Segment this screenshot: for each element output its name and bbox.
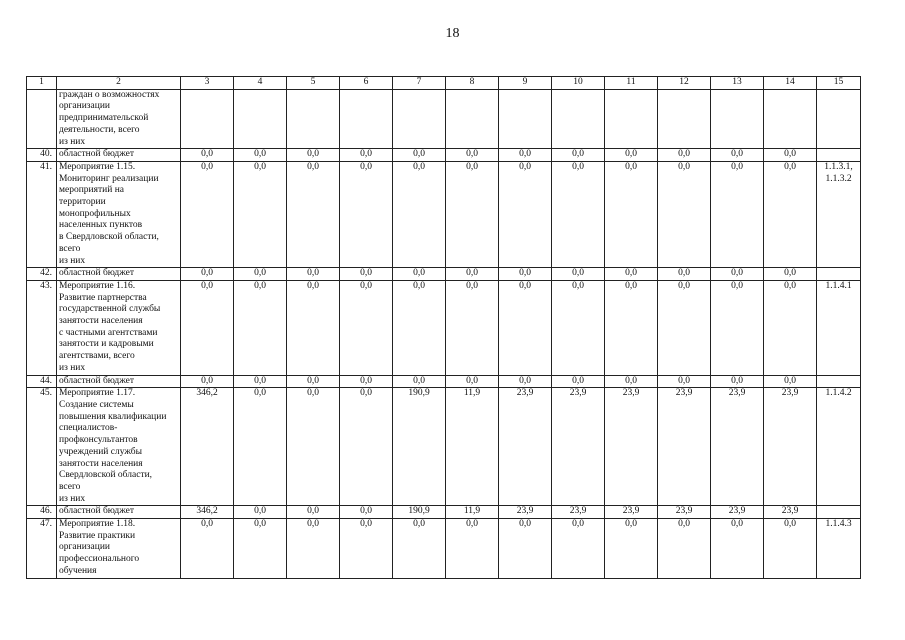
value-cell: 23,9: [499, 506, 552, 519]
value-cell: 23,9: [605, 388, 658, 506]
value-cell: 0,0: [287, 375, 340, 388]
value-cell: [658, 89, 711, 149]
description-line: Мониторинг реализации: [59, 173, 159, 184]
row-description: [57, 89, 181, 149]
value-cell: 23,9: [552, 388, 605, 506]
value-cell: 0,0: [287, 388, 340, 506]
value-cell: 23,9: [711, 388, 764, 506]
description-line: предпринимательской: [59, 113, 149, 124]
value-cell: 0,0: [287, 161, 340, 267]
row-number: 43.: [27, 280, 57, 375]
value-cell: 0,0: [234, 149, 287, 162]
value-cell: [287, 89, 340, 149]
row-number: 47.: [27, 519, 57, 579]
value-cell: 0,0: [234, 280, 287, 375]
column-header-13: 13: [711, 77, 764, 90]
row-number: 45.: [27, 388, 57, 506]
value-cell: 0,0: [552, 519, 605, 579]
row-number: 40.: [27, 149, 57, 162]
description-line: занятости населения: [59, 458, 143, 469]
description-line: Мероприятие 1.16.: [59, 280, 136, 291]
row-description: [57, 506, 181, 519]
column-header-1: 1: [27, 77, 57, 90]
description-line: занятости населения: [59, 316, 143, 327]
description-line: в Свердловской области,: [59, 232, 159, 243]
description-line: государственной службы: [59, 304, 161, 315]
value-cell: 0,0: [764, 149, 817, 162]
table-row: [27, 519, 861, 579]
value-cell: 0,0: [181, 280, 234, 375]
value-cell: [711, 89, 764, 149]
description-line: из них: [59, 136, 86, 147]
value-cell: 0,0: [340, 519, 393, 579]
table-row: [27, 89, 861, 149]
value-cell: 0,0: [181, 268, 234, 281]
description-line: областной бюджет: [59, 375, 135, 386]
table-row: [27, 268, 861, 281]
budget-table: [26, 76, 861, 579]
table-row: [27, 149, 861, 162]
column-header-7: 7: [393, 77, 446, 90]
value-cell: 0,0: [181, 375, 234, 388]
description-line: Развитие партнерства: [59, 292, 147, 303]
row-number: [27, 89, 57, 149]
value-cell: 0,0: [181, 149, 234, 162]
row-number: 44.: [27, 375, 57, 388]
value-cell: 0,0: [764, 375, 817, 388]
column-header-11: 11: [605, 77, 658, 90]
description-line: агентствами, всего: [59, 351, 135, 362]
value-cell: [446, 89, 499, 149]
value-cell: 346,2: [181, 506, 234, 519]
value-cell: 23,9: [658, 388, 711, 506]
row-number: 41.: [27, 161, 57, 267]
value-cell: 0,0: [446, 161, 499, 267]
value-cell: [340, 89, 393, 149]
description-line: организации: [59, 101, 111, 112]
value-cell: 0,0: [393, 280, 446, 375]
value-cell: 23,9: [605, 506, 658, 519]
description-line: Мероприятие 1.15.: [59, 161, 136, 172]
description-line: занятости и кадровыми: [59, 339, 154, 350]
value-cell: 0,0: [764, 519, 817, 579]
value-cell: 0,0: [446, 375, 499, 388]
description-line: обучения: [59, 565, 97, 576]
value-cell: 346,2: [181, 388, 234, 506]
value-cell: 0,0: [446, 149, 499, 162]
value-cell: 23,9: [658, 506, 711, 519]
value-cell: 0,0: [446, 280, 499, 375]
target-indicator-ref: [817, 280, 861, 375]
value-cell: 23,9: [711, 506, 764, 519]
column-header-14: 14: [764, 77, 817, 90]
value-cell: 0,0: [234, 388, 287, 506]
description-line: монопрофильных: [59, 208, 131, 219]
value-cell: 0,0: [605, 268, 658, 281]
value-cell: [393, 89, 446, 149]
value-cell: 0,0: [499, 161, 552, 267]
budget-table-wrapper: [26, 76, 861, 579]
target-indicator-ref: [817, 388, 861, 506]
value-cell: 23,9: [499, 388, 552, 506]
ref-line: 1.1.3.1,: [824, 161, 853, 172]
value-cell: 0,0: [499, 519, 552, 579]
value-cell: [499, 89, 552, 149]
value-cell: 0,0: [234, 161, 287, 267]
value-cell: 0,0: [711, 268, 764, 281]
description-line: граждан о возможностях: [59, 89, 160, 100]
value-cell: 0,0: [552, 375, 605, 388]
value-cell: 23,9: [764, 506, 817, 519]
value-cell: [552, 89, 605, 149]
value-cell: 0,0: [764, 268, 817, 281]
table-row: [27, 388, 861, 506]
value-cell: 0,0: [393, 519, 446, 579]
value-cell: 0,0: [499, 149, 552, 162]
value-cell: 23,9: [764, 388, 817, 506]
value-cell: 0,0: [658, 268, 711, 281]
row-description: [57, 161, 181, 267]
value-cell: 190,9: [393, 506, 446, 519]
target-indicator-ref: [817, 519, 861, 579]
value-cell: 0,0: [711, 375, 764, 388]
description-line: населенных пунктов: [59, 220, 143, 231]
value-cell: 0,0: [499, 375, 552, 388]
value-cell: 0,0: [393, 375, 446, 388]
value-cell: 0,0: [234, 375, 287, 388]
value-cell: 0,0: [605, 149, 658, 162]
value-cell: 0,0: [287, 506, 340, 519]
row-description: [57, 149, 181, 162]
row-number: 42.: [27, 268, 57, 281]
value-cell: 0,0: [287, 280, 340, 375]
value-cell: 0,0: [393, 149, 446, 162]
value-cell: 0,0: [234, 268, 287, 281]
value-cell: [234, 89, 287, 149]
value-cell: 0,0: [764, 161, 817, 267]
description-line: с частными агентствами: [59, 327, 158, 338]
value-cell: 11,9: [446, 388, 499, 506]
value-cell: 0,0: [499, 268, 552, 281]
description-line: организации: [59, 542, 111, 553]
description-line: территории: [59, 197, 106, 208]
value-cell: 0,0: [764, 280, 817, 375]
ref-line: 1.1.4.3: [825, 519, 852, 530]
description-line: областной бюджет: [59, 506, 135, 517]
table-row: [27, 375, 861, 388]
description-line: Мероприятие 1.17.: [59, 388, 136, 399]
description-line: областной бюджет: [59, 149, 135, 160]
row-description: [57, 280, 181, 375]
column-header-4: 4: [234, 77, 287, 90]
value-cell: 0,0: [340, 161, 393, 267]
target-indicator-ref: [817, 161, 861, 267]
table-row: [27, 161, 861, 267]
description-line: повышения квалификации: [59, 411, 167, 422]
target-indicator-ref: [817, 506, 861, 519]
value-cell: [605, 89, 658, 149]
value-cell: 0,0: [340, 506, 393, 519]
description-line: из них: [59, 255, 86, 266]
value-cell: 0,0: [393, 268, 446, 281]
value-cell: 0,0: [287, 149, 340, 162]
value-cell: 0,0: [446, 268, 499, 281]
page-number: 18: [445, 26, 460, 41]
value-cell: 0,0: [287, 519, 340, 579]
description-line: специалистов-: [59, 423, 118, 434]
column-header-8: 8: [446, 77, 499, 90]
value-cell: 0,0: [605, 375, 658, 388]
ref-line: 1.1.4.2: [825, 388, 852, 399]
target-indicator-ref: [817, 149, 861, 162]
value-cell: 23,9: [552, 506, 605, 519]
description-line: всего: [59, 481, 81, 492]
value-cell: 0,0: [711, 519, 764, 579]
row-description: [57, 375, 181, 388]
column-header-9: 9: [499, 77, 552, 90]
description-line: профессионального: [59, 554, 140, 565]
value-cell: 0,0: [658, 280, 711, 375]
column-header-5: 5: [287, 77, 340, 90]
description-line: Мероприятие 1.18.: [59, 519, 136, 530]
value-cell: 0,0: [552, 280, 605, 375]
description-line: деятельности, всего: [59, 124, 140, 135]
value-cell: 0,0: [658, 149, 711, 162]
description-line: Создание системы: [59, 399, 134, 410]
description-line: учреждений службы: [59, 446, 142, 457]
ref-line: 1.1.4.1: [825, 280, 852, 291]
column-header-10: 10: [552, 77, 605, 90]
column-header-2: 2: [57, 77, 181, 90]
value-cell: 0,0: [711, 161, 764, 267]
column-header-15: 15: [817, 77, 861, 90]
table-body: [27, 77, 861, 579]
description-line: мероприятий на: [59, 185, 125, 196]
row-number: 46.: [27, 506, 57, 519]
value-cell: 11,9: [446, 506, 499, 519]
column-header-12: 12: [658, 77, 711, 90]
target-indicator-ref: [817, 89, 861, 149]
value-cell: 0,0: [393, 161, 446, 267]
ref-line: 1.1.3.2: [825, 173, 852, 184]
value-cell: 0,0: [711, 149, 764, 162]
value-cell: 0,0: [340, 149, 393, 162]
value-cell: 0,0: [340, 375, 393, 388]
table-row: [27, 280, 861, 375]
value-cell: 0,0: [658, 375, 711, 388]
value-cell: 0,0: [605, 280, 658, 375]
row-description: [57, 519, 181, 579]
header-row: [27, 77, 861, 90]
value-cell: 0,0: [340, 268, 393, 281]
description-line: профконсультантов: [59, 435, 138, 446]
column-header-6: 6: [340, 77, 393, 90]
description-line: из них: [59, 362, 86, 373]
description-line: Развитие практики: [59, 530, 136, 541]
table-row: [27, 506, 861, 519]
value-cell: 0,0: [658, 519, 711, 579]
value-cell: 0,0: [552, 268, 605, 281]
value-cell: 0,0: [181, 161, 234, 267]
value-cell: 0,0: [234, 519, 287, 579]
description-line: областной бюджет: [59, 268, 135, 279]
value-cell: 0,0: [605, 161, 658, 267]
value-cell: 0,0: [446, 519, 499, 579]
value-cell: 190,9: [393, 388, 446, 506]
value-cell: 0,0: [552, 149, 605, 162]
value-cell: [181, 89, 234, 149]
description-line: из них: [59, 493, 86, 504]
value-cell: 0,0: [340, 388, 393, 506]
description-line: Свердловской области,: [59, 470, 153, 481]
target-indicator-ref: [817, 375, 861, 388]
column-header-3: 3: [181, 77, 234, 90]
row-description: [57, 388, 181, 506]
row-description: [57, 268, 181, 281]
value-cell: [764, 89, 817, 149]
value-cell: 0,0: [340, 280, 393, 375]
value-cell: 0,0: [605, 519, 658, 579]
value-cell: 0,0: [181, 519, 234, 579]
description-line: всего: [59, 243, 81, 254]
value-cell: 0,0: [234, 506, 287, 519]
target-indicator-ref: [817, 268, 861, 281]
value-cell: 0,0: [552, 161, 605, 267]
value-cell: 0,0: [658, 161, 711, 267]
value-cell: 0,0: [287, 268, 340, 281]
value-cell: 0,0: [499, 280, 552, 375]
value-cell: 0,0: [711, 280, 764, 375]
